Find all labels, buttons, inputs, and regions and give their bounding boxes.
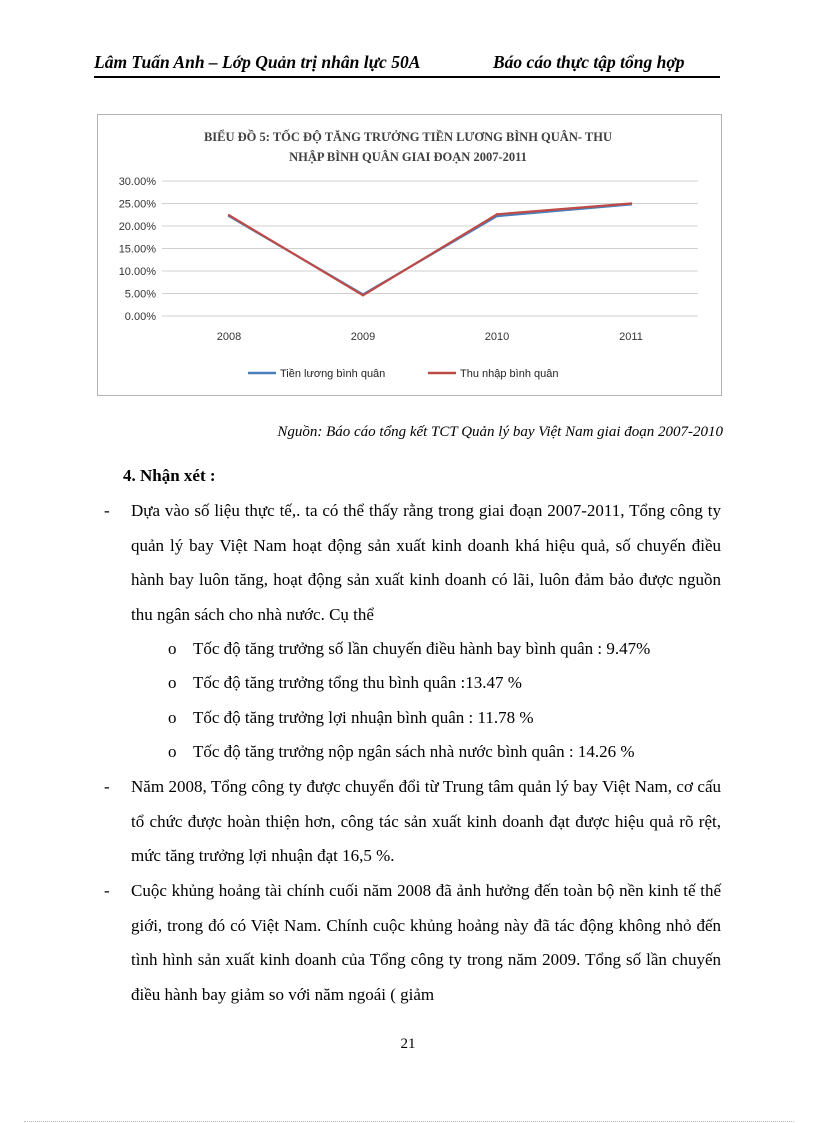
dash-marker: - bbox=[104, 777, 110, 796]
chart-canvas bbox=[98, 115, 721, 395]
series-line-2 bbox=[229, 204, 631, 296]
bullet-text: Tốc độ tăng trưởng nộp ngân sách nhà nước bình quân : 14.26 % bbox=[193, 742, 635, 761]
header-author: Lâm Tuấn Anh – Lớp Quản trị nhân lực 50A bbox=[94, 52, 421, 72]
bullet-item bbox=[168, 735, 635, 770]
page-header bbox=[94, 50, 720, 78]
data-point bbox=[228, 214, 230, 216]
bullet-text: Tốc độ tăng trưởng lợi nhuận bình quân : 11.78 % bbox=[193, 708, 534, 727]
y-tick-label: 15.00% bbox=[118, 243, 156, 256]
x-tick-label: 2009 bbox=[350, 331, 376, 343]
bullet-marker: o bbox=[168, 673, 177, 692]
legend-label: Tiền lương bình quân bbox=[280, 368, 386, 380]
paragraph-3: Cuộc khủng hoảng tài chính cuối năm 2008 đã ảnh hưởng đến toàn bộ nền kinh tế thế giới, trong đó có Việt Nam. Chính cuộc khủng hoảng này đã tác động không nhỏ đến tình hình sản xuất kinh doanh của Tổng công ty trong năm 2009. Tổng số lần chuyến điều hành bay giảm so với năm ngoái ( giảm bbox=[131, 881, 721, 1004]
x-tick-label: 2008 bbox=[216, 331, 242, 343]
bullet-item bbox=[168, 632, 650, 667]
series-line-1 bbox=[229, 204, 631, 294]
bullet-text: Tốc độ tăng trưởng tổng thu bình quân :13.47 % bbox=[193, 673, 522, 692]
y-tick-label: 0.00% bbox=[124, 311, 156, 323]
paragraph-2: Năm 2008, Tổng công ty được chuyển đổi từ Trung tâm quản lý bay Việt Nam, cơ cấu tổ chức được hoàn thiện hơn, công tác sản xuất kinh doanh đạt được hiệu quả rõ rệt, mức tăng trưởng lợi nhuận đạt 16,5 %. bbox=[131, 777, 721, 865]
y-tick-label: 5.00% bbox=[124, 288, 156, 301]
x-tick-label: 2011 bbox=[619, 331, 643, 343]
header-report-title: Báo cáo thực tập tổng hợp bbox=[493, 52, 685, 72]
y-tick-label: 20.00% bbox=[118, 221, 156, 233]
bullet-marker: o bbox=[168, 742, 177, 761]
y-tick-label: 10.00% bbox=[118, 266, 156, 278]
line-chart bbox=[97, 114, 722, 396]
y-tick-label: 30.00% bbox=[118, 176, 156, 188]
y-tick-label: 25.00% bbox=[118, 198, 156, 211]
x-tick-label: 2010 bbox=[484, 331, 510, 343]
bullet-item bbox=[168, 666, 522, 701]
data-point bbox=[362, 294, 364, 296]
footer-divider bbox=[24, 1121, 794, 1122]
bullet-marker: o bbox=[168, 708, 177, 727]
bullet-text: Tốc độ tăng trưởng số lần chuyến điều hành bay bình quân : 9.47% bbox=[193, 639, 651, 658]
chart-source: Nguồn: Báo cáo tổng kết TCT Quản lý bay Việt Nam giai đoạn 2007-2010 bbox=[277, 424, 723, 440]
section-title: 4. Nhận xét : bbox=[123, 466, 216, 485]
bullet-item bbox=[168, 701, 534, 736]
bullet-marker: o bbox=[168, 639, 177, 658]
chart-title-line2: NHẬP BÌNH QUÂN GIAI ĐOẠN 2007-2011 bbox=[289, 150, 527, 164]
page-number: 21 bbox=[400, 1036, 416, 1052]
data-point bbox=[496, 213, 498, 215]
dash-marker: - bbox=[104, 881, 110, 900]
chart-title-line1: BIỂU ĐỒ 5: TỐC ĐỘ TĂNG TRƯỞNG TIỀN LƯƠNG BÌNH QUÂN- THU bbox=[203, 130, 613, 144]
paragraph-1: Dựa vào số liệu thực tế,. ta có thể thấy rằng trong giai đoạn 2007-2011, Tổng công ty quản lý bay Việt Nam hoạt động sản xuất kinh doanh khá hiệu quả, số chuyến điều hành bay luôn tăng, hoạt động sản xuất kinh doanh có lãi, luôn đảm bảo được nguồn thu ngân sách cho nhà nước. Cụ thể bbox=[131, 501, 721, 624]
data-point bbox=[630, 202, 632, 204]
dash-marker: - bbox=[104, 501, 110, 520]
legend-label: Thu nhập bình quân bbox=[460, 368, 559, 380]
